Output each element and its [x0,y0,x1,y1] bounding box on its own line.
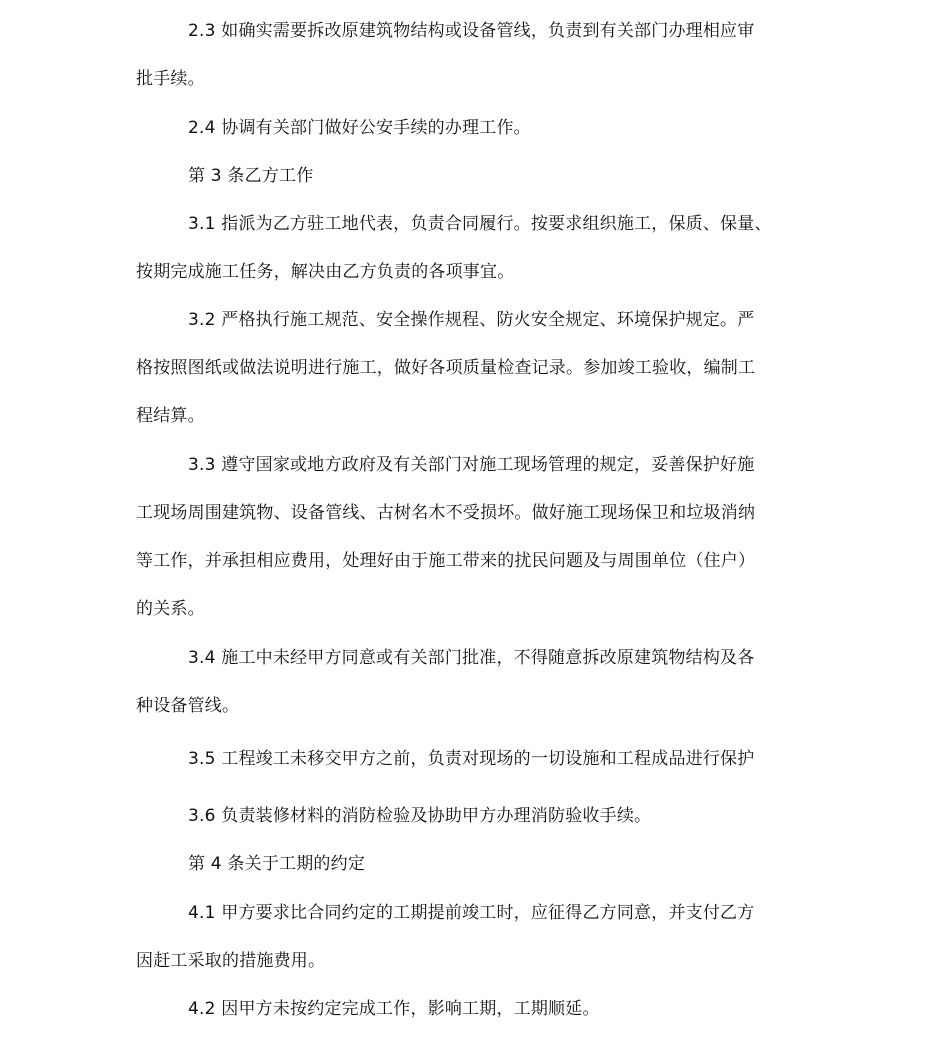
text-line-2-4: 2.4 协调有关部门做好公安手续的办理工作。 [188,118,531,138]
text-line-3-2: 3.2 严格执行施工规范、安全操作规程、防火安全规定、环境保护规定。严 [188,310,755,330]
text-line-3-3-cont: 工现场周围建筑物、设备管线、古树名木不受损坏。做好施工现场保卫和垃圾消纳 [136,503,756,523]
text-line-3-4-cont: 种设备管线。 [136,696,240,716]
text-line-3-5: 3.5 工程竣工未移交甲方之前，负责对现场的一切设施和工程成品进行保护 [188,749,755,769]
text-line-3-1: 3.1 指派为乙方驻工地代表，负责合同履行。按要求组织施工，保质、保量、 [188,214,772,234]
text-line-4-1: 4.1 甲方要求比合同约定的工期提前竣工时，应征得乙方同意，并支付乙方 [188,903,755,923]
section-heading-4: 第 4 条关于工期的约定 [188,854,366,874]
section-heading-3: 第 3 条乙方工作 [188,166,314,186]
text-line-3-6: 3.6 负责装修材料的消防检验及协助甲方办理消防验收手续。 [188,806,652,826]
text-line-3-2-cont: 格按照图纸或做法说明进行施工，做好各项质量检查记录。参加竣工验收，编制工 [136,358,756,378]
text-line-3-3-cont2: 等工作，并承担相应费用，处理好由于施工带来的扰民问题及与周围单位（住户） [136,551,756,571]
text-line-3-2-cont2: 程结算。 [136,406,205,426]
text-line-4-1-cont: 因赶工采取的措施费用。 [136,951,326,971]
text-line-2-3: 2.3 如确实需要拆改原建筑物结构或设备管线，负责到有关部门办理相应审 [188,21,755,41]
text-line-2-3-cont: 批手续。 [136,69,205,89]
text-line-3-3-cont3: 的关系。 [136,599,205,619]
text-line-3-4: 3.4 施工中未经甲方同意或有关部门批准，不得随意拆改原建筑物结构及各 [188,648,755,668]
text-line-3-1-cont: 按期完成施工任务，解决由乙方负责的各项事宜。 [136,262,515,282]
text-line-3-3: 3.3 遵守国家或地方政府及有关部门对施工现场管理的规定，妥善保护好施 [188,455,755,475]
text-line-4-2: 4.2 因甲方未按约定完成工作，影响工期，工期顺延。 [188,999,600,1019]
